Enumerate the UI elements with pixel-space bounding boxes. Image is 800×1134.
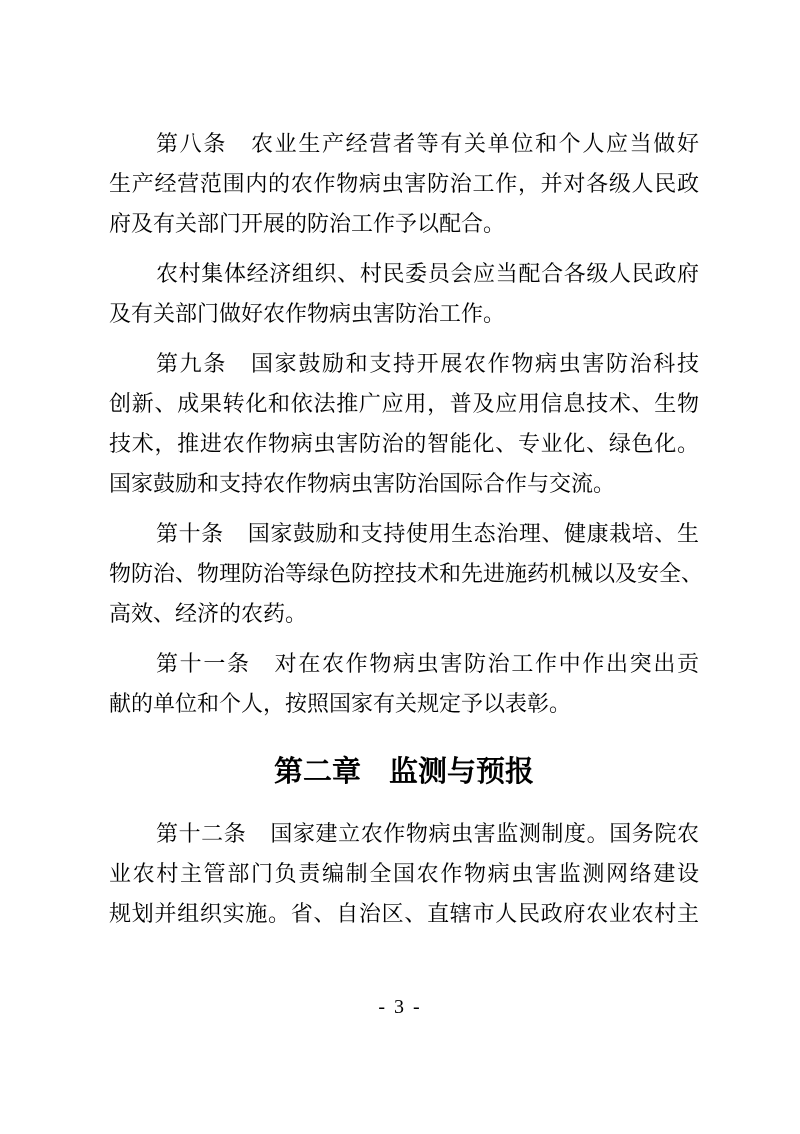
paragraph-line: 物防治、物理防治等绿色防控技术和先进施药机械以及安全、 <box>109 562 704 587</box>
paragraph-line <box>109 645 699 685</box>
paragraph-line <box>109 815 699 855</box>
paragraph-line: 技术，推进农作物病虫害防治的智能化、专业化、绿色化。 <box>109 432 699 457</box>
article-label: 第十一条 <box>156 652 251 677</box>
chapter-title: 监测与预报 <box>389 754 535 788</box>
paragraph-line <box>109 515 699 555</box>
paragraph-line: 创新、成果转化和依法推广应用，普及应用信息技术、生物 <box>109 392 699 417</box>
article-text: 农业生产经营者等有关单位和个人应当做好 <box>251 132 699 157</box>
paragraph-line: 高效、经济的农药。 <box>109 602 308 627</box>
paragraph-line: 国家鼓励和支持农作物病虫害防治国际合作与交流。 <box>109 472 616 497</box>
chapter-heading <box>109 749 699 793</box>
paragraph-line: 生产经营范围内的农作物病虫害防治工作，并对各级人民政 <box>109 172 699 197</box>
document-page <box>109 125 704 935</box>
paragraph-line: 业农村主管部门负责编制全国农作物病虫害监测网络建设 <box>109 862 699 887</box>
article-label: 第十条 <box>156 522 224 547</box>
chapter-number: 第二章 <box>273 754 361 788</box>
paragraph-line: 农村集体经济组织、村民委员会应当配合各级人民政府 <box>156 262 699 287</box>
paragraph-line: 献的单位和个人，按照国家有关规定予以表彰。 <box>109 692 572 717</box>
paragraph-line: 及有关部门做好农作物病虫害防治工作。 <box>109 302 506 327</box>
article-9 <box>109 345 699 505</box>
article-12 <box>109 815 699 935</box>
article-label: 第九条 <box>156 352 227 377</box>
article-text: 对在农作物病虫害防治工作中作出突出贡 <box>274 652 699 677</box>
paragraph-line: 府及有关部门开展的防治工作予以配合。 <box>109 212 506 237</box>
paragraph-line: 规划并组织实施。省、自治区、直辖市人民政府农业农村主 <box>109 902 699 927</box>
paragraph-line <box>109 345 699 385</box>
article-text: 国家建立农作物病虫害监测制度。国务院农 <box>270 822 699 847</box>
article-10 <box>109 515 704 635</box>
paragraph-line <box>109 125 699 165</box>
article-8 <box>109 125 699 245</box>
article-label: 第八条 <box>156 132 227 157</box>
article-text: 国家鼓励和支持使用生态治理、健康栽培、生 <box>247 522 699 547</box>
article-label: 第十二条 <box>156 822 247 847</box>
article-8-paragraph-2 <box>109 255 699 335</box>
article-11 <box>109 645 699 725</box>
page-number: - 3 - <box>378 996 422 1018</box>
article-text: 国家鼓励和支持开展农作物病虫害防治科技 <box>251 352 699 377</box>
